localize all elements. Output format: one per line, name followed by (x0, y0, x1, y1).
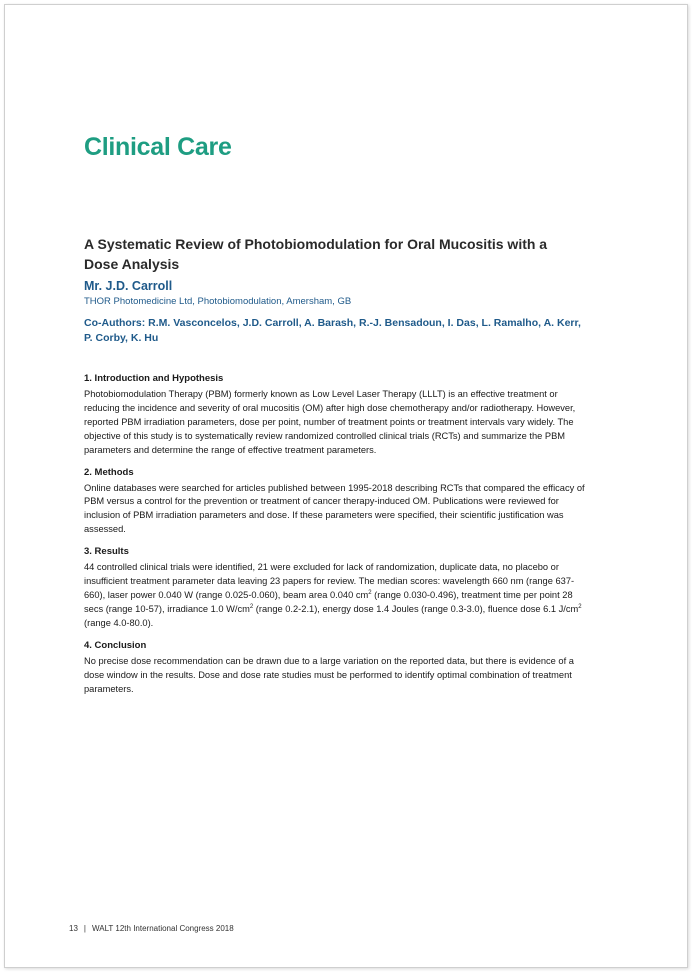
page-number: 13 (69, 924, 78, 933)
intro-heading: 1. Introduction and Hypothesis (84, 373, 224, 384)
results-text-part-4: (range 4.0-80.0). (84, 617, 154, 628)
results-text-part-1: 44 controlled clinical trials were identified, 21 were excluded for lack of randomization, duplicate data, no placebo or insufficient treatment parameter data leaving 23 papers for review. The median scores: wavelength 660 nm (range 637-660), laser power 0.040 W (range 0.025-0.060), beam area 0.040 cm (84, 562, 575, 600)
paper-title: A Systematic Review of Photobiomodulation for Oral Mucositis with a Dose Analysis (84, 236, 548, 272)
intro-text: Photobiomodulation Therapy (PBM) formerly known as Low Level Laser Therapy (LLLT) is an effective treatment or reducing the incidence and severity of oral mucositis (OM) after high dose chemotherapy and/or radiotherapy. However, reported PBM irradiation parameters, dose per point, number of treatment points or treatment intervals vary widely. The objective of this study is to systematically review randomized controlled clinical trials (RCTs) and summarize the PBM parameters and determine the range of effective treatment parameters. (84, 389, 576, 455)
abstract-body (84, 373, 590, 705)
conclusion-heading: 4. Conclusion (84, 639, 147, 651)
page-footer (69, 924, 234, 933)
section-title: Clinical Care (84, 133, 232, 161)
presenting-author: Mr. J.D. Carroll (84, 279, 173, 293)
methods-heading: 2. Methods (84, 466, 134, 478)
superscript-2: 2 (578, 603, 582, 610)
congress-name: WALT 12th International Congress 2018 (91, 924, 234, 933)
results-text-part-3: (range 0.2-2.1), energy dose 1.4 Joules (range 0.3-3.0), fluence dose 6.1 J/cm (253, 603, 579, 614)
superscript-2: 2 (368, 589, 372, 596)
superscript-2: 2 (249, 603, 254, 610)
conclusion-text: No precise dose recommendation can be drawn due to a large variation on the reported data, but there is evidence of a dose window in the results. Dose and dose rate studies must be performed to identify optimal combination of treatment parameters. (84, 655, 574, 694)
results-heading: 3. Results (84, 546, 129, 558)
footer-separator: | (83, 924, 86, 933)
results-text (84, 561, 590, 631)
results-text-part-2: (range 0.030-0.496), treatment time per point 28 secs (range 10-57), irradiance 1.0 W/cm (84, 589, 573, 614)
co-authors: Co-Authors: R.M. Vasconcelos, J.D. Carroll, A. Barash, R.-J. Bensadoun, I. Das, L. Ramalho, A. Kerr, P. Corby, K. Hu (84, 317, 581, 344)
methods-text: Online databases were searched for articles published between 1995-2018 describing RCTs that compared the efficacy of PBM versus a control for the prevention or treatment of cancer therapy-induced OM. Publications were reviewed for inclusion of PBM irradiation parameters and dose. If these parameters were specified, their scientific justification was assessed. (84, 482, 585, 535)
author-affiliation: THOR Photomedicine Ltd, Photobiomodulation, Amersham, GB (84, 296, 352, 307)
